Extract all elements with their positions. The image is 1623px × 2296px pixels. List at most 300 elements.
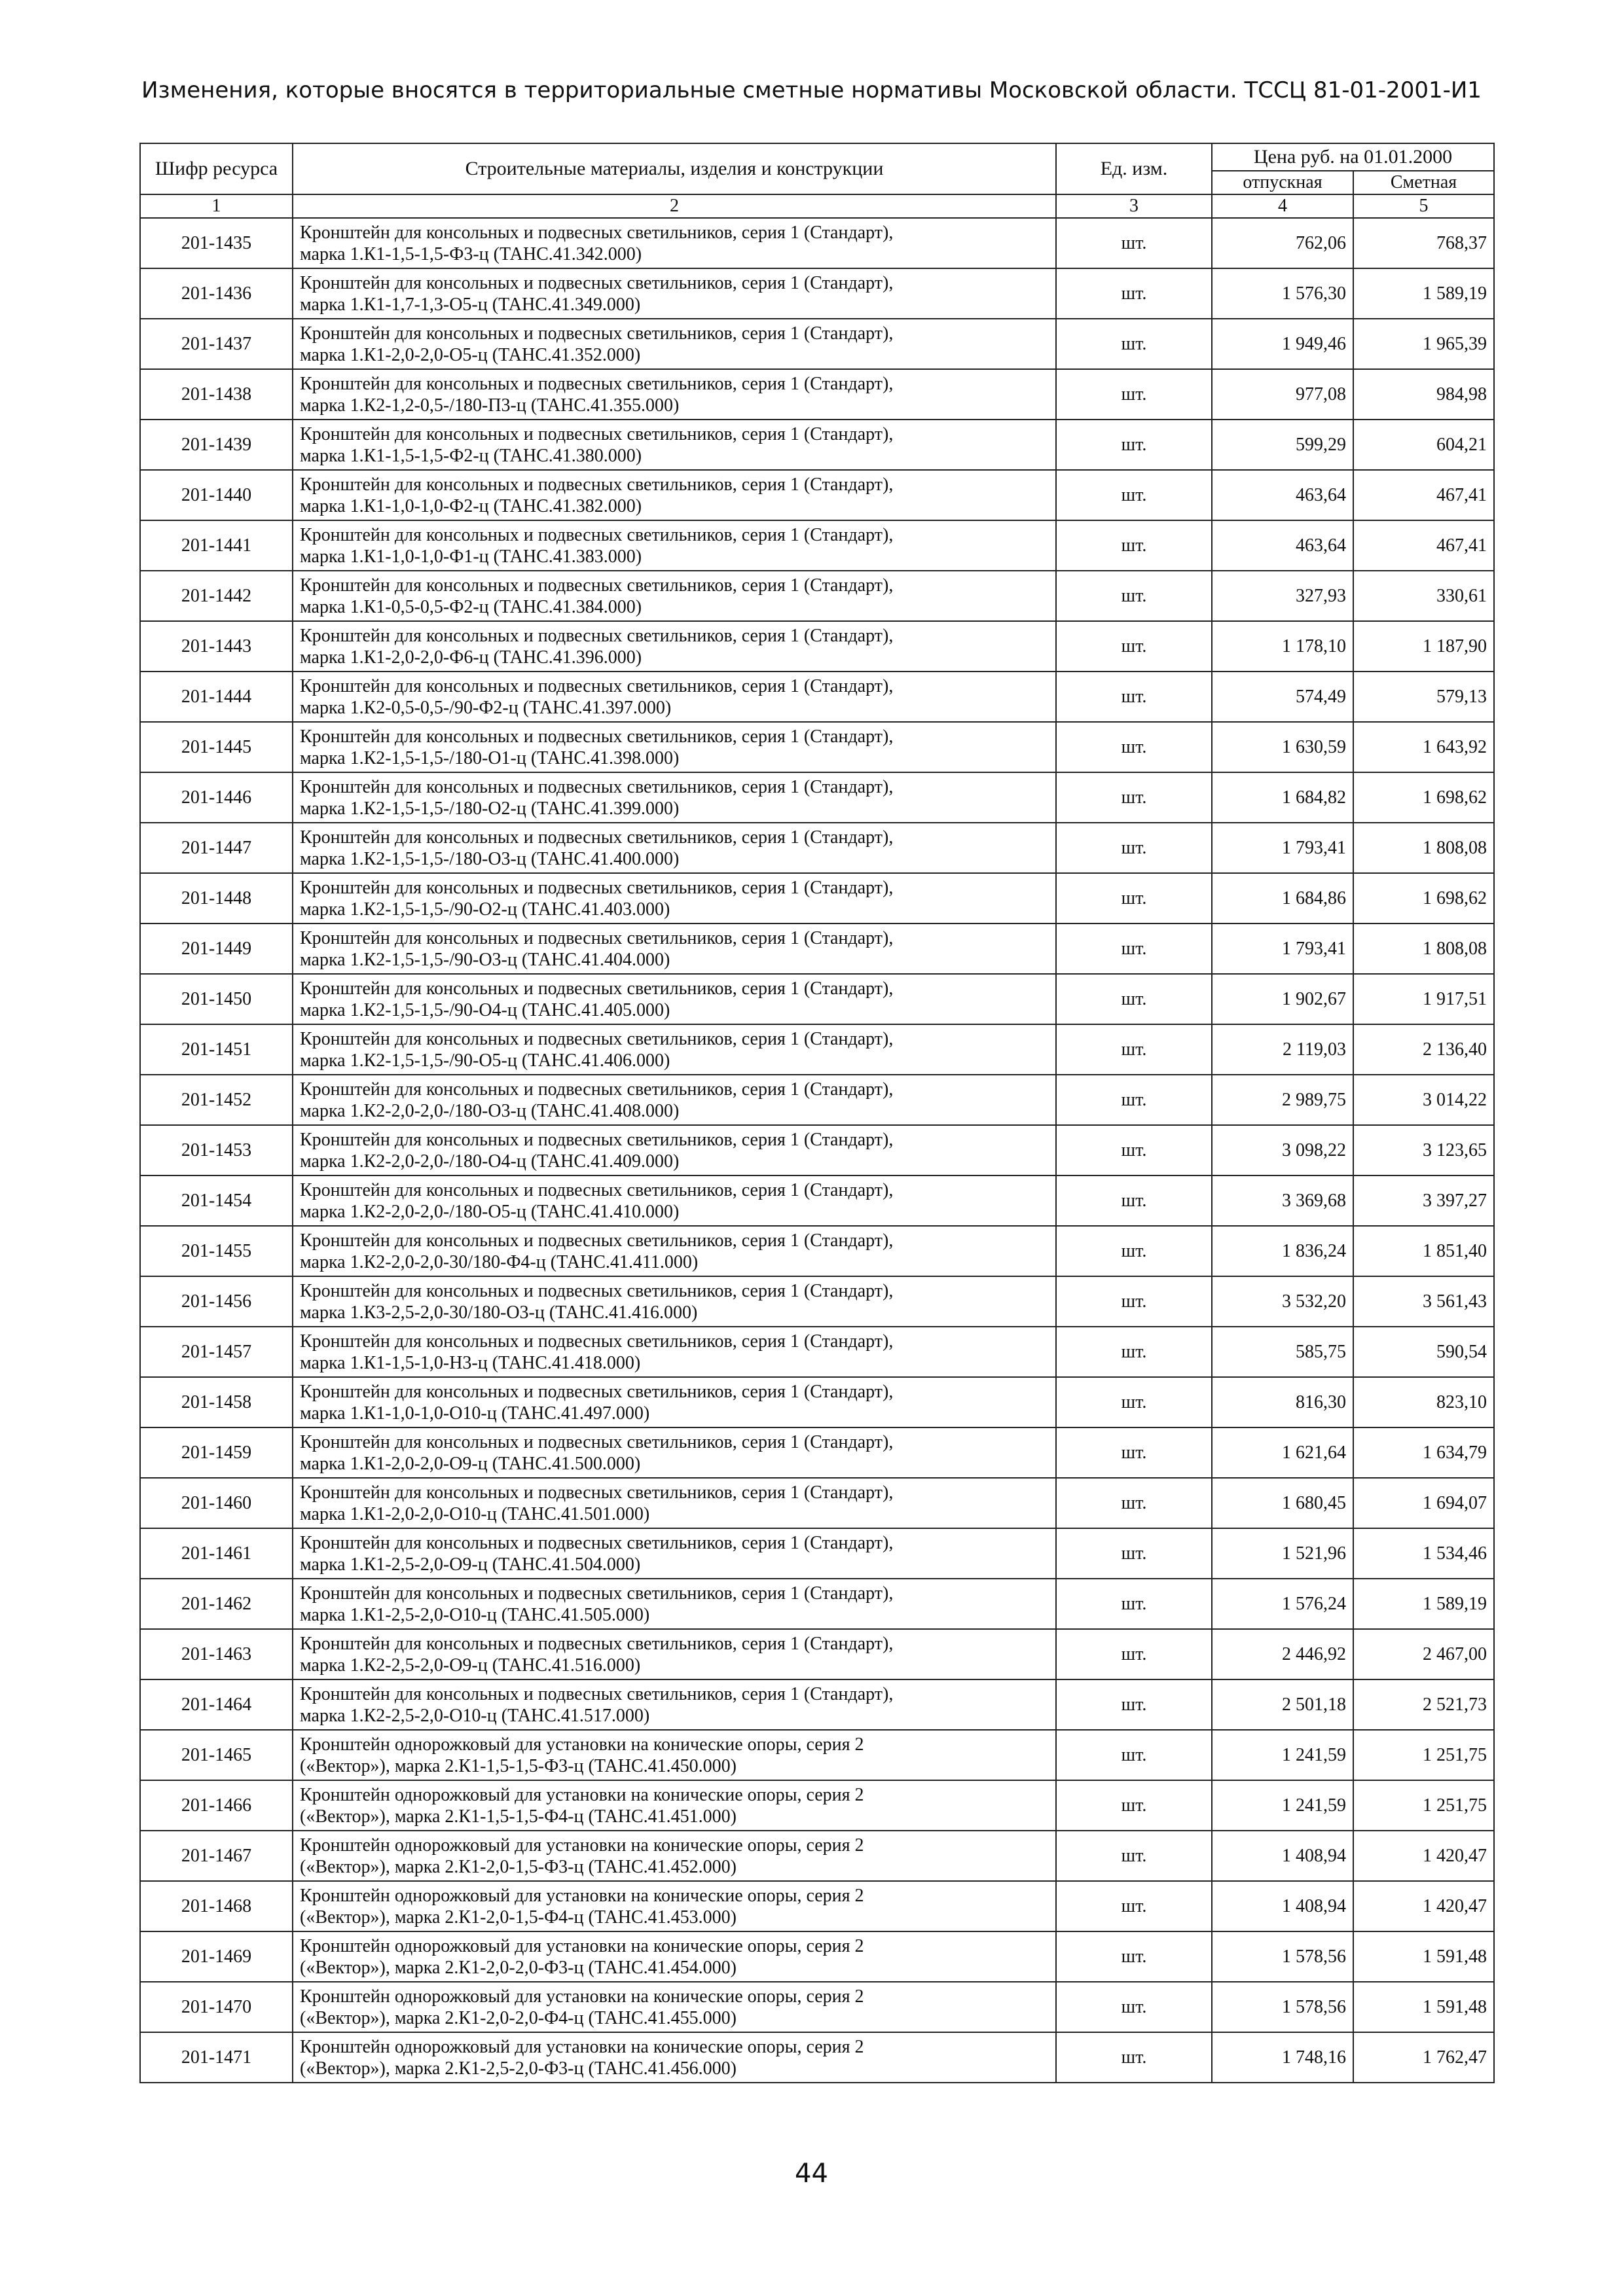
release-price-cell: 1 793,41 bbox=[1212, 924, 1353, 974]
unit-cell: шт. bbox=[1056, 1175, 1212, 1226]
material-description-cell bbox=[293, 1075, 1056, 1125]
resource-code-cell: 201-1458 bbox=[140, 1377, 293, 1427]
release-price-cell: 1 902,67 bbox=[1212, 974, 1353, 1024]
description-line: Кронштейн для консольных и подвесных светильников, серия 1 (Стандарт), bbox=[300, 1532, 894, 1553]
estimate-price-cell: 1 698,62 bbox=[1353, 873, 1494, 924]
description-line: Кронштейн однорожковый для установки на конические опоры, серия 2 bbox=[300, 1885, 864, 1906]
estimate-price-cell: 984,98 bbox=[1353, 369, 1494, 420]
description-line: марка 1.К1-2,5-2,0-О9-ц (ТАНС.41.504.000) bbox=[300, 1554, 641, 1575]
unit-cell: шт. bbox=[1056, 1679, 1212, 1730]
resource-code-cell: 201-1447 bbox=[140, 823, 293, 873]
estimate-price-cell: 1 420,47 bbox=[1353, 1831, 1494, 1881]
release-price-cell: 2 989,75 bbox=[1212, 1075, 1353, 1125]
description-line: марка 1.К2-1,2-0,5-/180-П3-ц (ТАНС.41.355.000) bbox=[300, 395, 680, 416]
estimate-price-cell: 1 589,19 bbox=[1353, 268, 1494, 319]
description-line: Кронштейн однорожковый для установки на конические опоры, серия 2 bbox=[300, 1835, 864, 1856]
description-line: Кронштейн однорожковый для установки на конические опоры, серия 2 bbox=[300, 1935, 864, 1956]
table-row bbox=[140, 1075, 1494, 1125]
description-line: Кронштейн для консольных и подвесных светильников, серия 1 (Стандарт), bbox=[300, 524, 894, 545]
release-price-cell: 1 576,30 bbox=[1212, 268, 1353, 319]
material-description-cell bbox=[293, 218, 1056, 268]
release-price-cell: 1 684,86 bbox=[1212, 873, 1353, 924]
table-row bbox=[140, 1881, 1494, 1931]
unit-cell: шт. bbox=[1056, 722, 1212, 772]
unit-cell: шт. bbox=[1056, 1276, 1212, 1327]
description-line: марка 1.К2-1,5-1,5-/90-О4-ц (ТАНС.41.405.000) bbox=[300, 999, 670, 1020]
description-line: Кронштейн для консольных и подвесных светильников, серия 1 (Стандарт), bbox=[300, 877, 894, 898]
unit-cell: шт. bbox=[1056, 319, 1212, 369]
table-row bbox=[140, 722, 1494, 772]
estimate-price-cell: 1 808,08 bbox=[1353, 924, 1494, 974]
release-price-cell: 3 098,22 bbox=[1212, 1125, 1353, 1175]
description-line: марка 1.К2-1,5-1,5-/180-О3-ц (ТАНС.41.400.000) bbox=[300, 848, 680, 869]
release-price-cell: 1 408,94 bbox=[1212, 1881, 1353, 1931]
unit-cell: шт. bbox=[1056, 571, 1212, 621]
description-line: Кронштейн для консольных и подвесных светильников, серия 1 (Стандарт), bbox=[300, 272, 894, 293]
description-line: Кронштейн для консольных и подвесных светильников, серия 1 (Стандарт), bbox=[300, 927, 894, 948]
table-row bbox=[140, 1579, 1494, 1629]
description-line: Кронштейн для консольных и подвесных светильников, серия 1 (Стандарт), bbox=[300, 1129, 894, 1150]
table-row bbox=[140, 873, 1494, 924]
resource-code-cell: 201-1470 bbox=[140, 1982, 293, 2032]
unit-cell: шт. bbox=[1056, 1780, 1212, 1831]
description-line: Кронштейн для консольных и подвесных светильников, серия 1 (Стандарт), bbox=[300, 1482, 894, 1503]
estimate-price-cell: 3 014,22 bbox=[1353, 1075, 1494, 1125]
description-line: Кронштейн для консольных и подвесных светильников, серия 1 (Стандарт), bbox=[300, 1583, 894, 1604]
release-price-cell: 1 241,59 bbox=[1212, 1780, 1353, 1831]
release-price-cell: 1 578,56 bbox=[1212, 1982, 1353, 2032]
resource-code-cell: 201-1450 bbox=[140, 974, 293, 1024]
description-line: марка 1.К2-0,5-0,5-/90-Ф2-ц (ТАНС.41.397.000) bbox=[300, 697, 672, 718]
estimate-price-cell: 579,13 bbox=[1353, 672, 1494, 722]
table-row bbox=[140, 1175, 1494, 1226]
unit-cell: шт. bbox=[1056, 1528, 1212, 1579]
resource-code-cell: 201-1445 bbox=[140, 722, 293, 772]
release-price-cell: 816,30 bbox=[1212, 1377, 1353, 1427]
estimate-price-cell: 1 965,39 bbox=[1353, 319, 1494, 369]
estimate-price-cell: 1 698,62 bbox=[1353, 772, 1494, 823]
material-description-cell bbox=[293, 268, 1056, 319]
description-line: марка 1.К2-1,5-1,5-/90-О5-ц (ТАНС.41.406.000) bbox=[300, 1050, 670, 1071]
table-row bbox=[140, 621, 1494, 672]
unit-cell: шт. bbox=[1056, 672, 1212, 722]
release-price-cell: 1 178,10 bbox=[1212, 621, 1353, 672]
release-price-cell: 599,29 bbox=[1212, 420, 1353, 470]
table-row bbox=[140, 672, 1494, 722]
estimate-price-cell: 467,41 bbox=[1353, 520, 1494, 571]
material-description-cell bbox=[293, 1226, 1056, 1276]
resource-code-cell: 201-1435 bbox=[140, 218, 293, 268]
table-row bbox=[140, 1377, 1494, 1427]
material-description-cell bbox=[293, 672, 1056, 722]
resource-code-cell: 201-1440 bbox=[140, 470, 293, 520]
material-description-cell bbox=[293, 1730, 1056, 1780]
material-description-cell bbox=[293, 1982, 1056, 2032]
description-line: марка 1.К2-2,0-2,0-/180-О5-ц (ТАНС.41.410.000) bbox=[300, 1201, 680, 1222]
unit-cell: шт. bbox=[1056, 2032, 1212, 2083]
unit-cell: шт. bbox=[1056, 1427, 1212, 1478]
estimate-price-cell: 467,41 bbox=[1353, 470, 1494, 520]
unit-cell: шт. bbox=[1056, 974, 1212, 1024]
description-line: Кронштейн для консольных и подвесных светильников, серия 1 (Стандарт), bbox=[300, 423, 894, 444]
table-row bbox=[140, 1629, 1494, 1679]
page-number: 44 bbox=[795, 2159, 828, 2189]
price-table-body bbox=[140, 218, 1494, 2083]
unit-cell: шт. bbox=[1056, 1226, 1212, 1276]
table-row bbox=[140, 1125, 1494, 1175]
material-description-cell bbox=[293, 2032, 1056, 2083]
resource-code-cell: 201-1463 bbox=[140, 1629, 293, 1679]
release-price-cell: 2 119,03 bbox=[1212, 1024, 1353, 1075]
price-table bbox=[139, 143, 1495, 2083]
estimate-price-cell: 1 634,79 bbox=[1353, 1427, 1494, 1478]
material-description-cell bbox=[293, 1125, 1056, 1175]
estimate-price-cell: 604,21 bbox=[1353, 420, 1494, 470]
material-description-cell bbox=[293, 1579, 1056, 1629]
table-row bbox=[140, 1427, 1494, 1478]
resource-code-cell: 201-1449 bbox=[140, 924, 293, 974]
resource-code-cell: 201-1439 bbox=[140, 420, 293, 470]
page-header-title: Изменения, которые вносятся в территориальные сметные нормативы Московской области. ТССЦ 81-01-2001-И1 bbox=[141, 77, 1482, 103]
description-line: («Вектор»), марка 2.К1-2,0-2,0-Ф3-ц (ТАНС.41.454.000) bbox=[300, 1957, 737, 1978]
resource-code-cell: 201-1464 bbox=[140, 1679, 293, 1730]
release-price-cell: 2 446,92 bbox=[1212, 1629, 1353, 1679]
description-line: Кронштейн для консольных и подвесных светильников, серия 1 (Стандарт), bbox=[300, 1431, 894, 1452]
estimate-price-cell: 330,61 bbox=[1353, 571, 1494, 621]
description-line: марка 1.К2-1,5-1,5-/180-О2-ц (ТАНС.41.399.000) bbox=[300, 798, 680, 819]
description-line: Кронштейн для консольных и подвесных светильников, серия 1 (Стандарт), bbox=[300, 1331, 894, 1352]
description-line: Кронштейн для консольных и подвесных светильников, серия 1 (Стандарт), bbox=[300, 827, 894, 848]
estimate-price-cell: 1 251,75 bbox=[1353, 1730, 1494, 1780]
description-line: Кронштейн для консольных и подвесных светильников, серия 1 (Стандарт), bbox=[300, 373, 894, 394]
unit-cell: шт. bbox=[1056, 520, 1212, 571]
estimate-price-cell: 3 397,27 bbox=[1353, 1175, 1494, 1226]
description-line: («Вектор»), марка 2.К1-1,5-1,5-Ф3-ц (ТАНС.41.450.000) bbox=[300, 1755, 737, 1776]
resource-code-cell: 201-1471 bbox=[140, 2032, 293, 2083]
column-number: 4 bbox=[1212, 194, 1353, 218]
description-line: марка 1.К2-2,0-2,0-30/180-Ф4-ц (ТАНС.41.411.000) bbox=[300, 1251, 699, 1272]
material-description-cell bbox=[293, 369, 1056, 420]
unit-cell: шт. bbox=[1056, 1831, 1212, 1881]
table-row bbox=[140, 1931, 1494, 1982]
estimate-price-cell: 768,37 bbox=[1353, 218, 1494, 268]
unit-cell: шт. bbox=[1056, 218, 1212, 268]
material-description-cell bbox=[293, 1931, 1056, 1982]
material-description-cell bbox=[293, 1831, 1056, 1881]
resource-code-cell: 201-1456 bbox=[140, 1276, 293, 1327]
description-line: марка 1.К1-0,5-0,5-Ф2-ц (ТАНС.41.384.000) bbox=[300, 596, 642, 617]
table-row bbox=[140, 924, 1494, 974]
material-description-cell bbox=[293, 1175, 1056, 1226]
description-line: Кронштейн для консольных и подвесных светильников, серия 1 (Стандарт), bbox=[300, 978, 894, 999]
description-line: («Вектор»), марка 2.К1-1,5-1,5-Ф4-ц (ТАНС.41.451.000) bbox=[300, 1806, 737, 1827]
table-row bbox=[140, 420, 1494, 470]
release-price-cell: 463,64 bbox=[1212, 470, 1353, 520]
material-description-cell bbox=[293, 621, 1056, 672]
release-price-cell: 2 501,18 bbox=[1212, 1679, 1353, 1730]
estimate-price-cell: 2 136,40 bbox=[1353, 1024, 1494, 1075]
release-price-cell: 1 836,24 bbox=[1212, 1226, 1353, 1276]
column-header-release-price: отпускная bbox=[1212, 171, 1353, 194]
material-description-cell bbox=[293, 1276, 1056, 1327]
material-description-cell bbox=[293, 520, 1056, 571]
description-line: марка 1.К2-1,5-1,5-/90-О3-ц (ТАНС.41.404.000) bbox=[300, 949, 670, 970]
unit-cell: шт. bbox=[1056, 470, 1212, 520]
material-description-cell bbox=[293, 1679, 1056, 1730]
estimate-price-cell: 1 694,07 bbox=[1353, 1478, 1494, 1528]
description-line: («Вектор»), марка 2.К1-2,0-1,5-Ф4-ц (ТАНС.41.453.000) bbox=[300, 1907, 737, 1928]
release-price-cell: 1 621,64 bbox=[1212, 1427, 1353, 1478]
description-line: («Вектор»), марка 2.К1-2,0-2,0-Ф4-ц (ТАНС.41.455.000) bbox=[300, 2007, 737, 2028]
description-line: марка 1.К2-2,5-2,0-О9-ц (ТАНС.41.516.000) bbox=[300, 1655, 641, 1676]
resource-code-cell: 201-1454 bbox=[140, 1175, 293, 1226]
estimate-price-cell: 1 534,46 bbox=[1353, 1528, 1494, 1579]
description-line: марка 1.К1-2,5-2,0-О10-ц (ТАНС.41.505.000) bbox=[300, 1604, 650, 1625]
table-row bbox=[140, 974, 1494, 1024]
resource-code-cell: 201-1457 bbox=[140, 1327, 293, 1377]
table-row bbox=[140, 319, 1494, 369]
resource-code-cell: 201-1459 bbox=[140, 1427, 293, 1478]
resource-code-cell: 201-1469 bbox=[140, 1931, 293, 1982]
material-description-cell bbox=[293, 319, 1056, 369]
estimate-price-cell: 3 561,43 bbox=[1353, 1276, 1494, 1327]
release-price-cell: 1 578,56 bbox=[1212, 1931, 1353, 1982]
material-description-cell bbox=[293, 470, 1056, 520]
table-row bbox=[140, 1528, 1494, 1579]
description-line: Кронштейн однорожковый для установки на конические опоры, серия 2 bbox=[300, 1986, 864, 2007]
resource-code-cell: 201-1466 bbox=[140, 1780, 293, 1831]
resource-code-cell: 201-1444 bbox=[140, 672, 293, 722]
estimate-price-cell: 1 851,40 bbox=[1353, 1226, 1494, 1276]
release-price-cell: 1 793,41 bbox=[1212, 823, 1353, 873]
description-line: Кронштейн для консольных и подвесных светильников, серия 1 (Стандарт), bbox=[300, 1028, 894, 1049]
unit-cell: шт. bbox=[1056, 1075, 1212, 1125]
table-row bbox=[140, 369, 1494, 420]
resource-code-cell: 201-1442 bbox=[140, 571, 293, 621]
unit-cell: шт. bbox=[1056, 1730, 1212, 1780]
table-row bbox=[140, 1478, 1494, 1528]
estimate-price-cell: 2 467,00 bbox=[1353, 1629, 1494, 1679]
unit-cell: шт. bbox=[1056, 873, 1212, 924]
description-line: Кронштейн однорожковый для установки на конические опоры, серия 2 bbox=[300, 1784, 864, 1805]
release-price-cell: 1 241,59 bbox=[1212, 1730, 1353, 1780]
table-row bbox=[140, 1679, 1494, 1730]
release-price-cell: 1 680,45 bbox=[1212, 1478, 1353, 1528]
description-line: Кронштейн для консольных и подвесных светильников, серия 1 (Стандарт), bbox=[300, 1079, 894, 1100]
material-description-cell bbox=[293, 772, 1056, 823]
description-line: Кронштейн для консольных и подвесных светильников, серия 1 (Стандарт), bbox=[300, 323, 894, 344]
estimate-price-cell: 1 420,47 bbox=[1353, 1881, 1494, 1931]
description-line: марка 1.К2-2,0-2,0-/180-О3-ц (ТАНС.41.408.000) bbox=[300, 1100, 680, 1121]
resource-code-cell: 201-1436 bbox=[140, 268, 293, 319]
description-line: Кронштейн для консольных и подвесных светильников, серия 1 (Стандарт), bbox=[300, 776, 894, 797]
description-line: марка 1.К2-1,5-1,5-/90-О2-ц (ТАНС.41.403.000) bbox=[300, 899, 670, 920]
release-price-cell: 1 949,46 bbox=[1212, 319, 1353, 369]
resource-code-cell: 201-1448 bbox=[140, 873, 293, 924]
column-number: 3 bbox=[1056, 194, 1212, 218]
release-price-cell: 3 369,68 bbox=[1212, 1175, 1353, 1226]
resource-code-cell: 201-1443 bbox=[140, 621, 293, 672]
material-description-cell bbox=[293, 1780, 1056, 1831]
release-price-cell: 574,49 bbox=[1212, 672, 1353, 722]
table-row bbox=[140, 218, 1494, 268]
material-description-cell bbox=[293, 1528, 1056, 1579]
column-number: 5 bbox=[1353, 194, 1494, 218]
table-row bbox=[140, 2032, 1494, 2083]
resource-code-cell: 201-1467 bbox=[140, 1831, 293, 1881]
unit-cell: шт. bbox=[1056, 1327, 1212, 1377]
description-line: марка 1.К1-1,0-1,0-Ф1-ц (ТАНС.41.383.000) bbox=[300, 546, 642, 567]
description-line: марка 1.К3-2,5-2,0-30/180-О3-ц (ТАНС.41.416.000) bbox=[300, 1302, 698, 1323]
unit-cell: шт. bbox=[1056, 369, 1212, 420]
unit-cell: шт. bbox=[1056, 823, 1212, 873]
unit-cell: шт. bbox=[1056, 1125, 1212, 1175]
material-description-cell bbox=[293, 1629, 1056, 1679]
unit-cell: шт. bbox=[1056, 1982, 1212, 2032]
resource-code-cell: 201-1468 bbox=[140, 1881, 293, 1931]
table-row bbox=[140, 268, 1494, 319]
material-description-cell bbox=[293, 1478, 1056, 1528]
table-row bbox=[140, 772, 1494, 823]
release-price-cell: 1 684,82 bbox=[1212, 772, 1353, 823]
material-description-cell bbox=[293, 1327, 1056, 1377]
description-line: марка 1.К1-1,5-1,5-Ф2-ц (ТАНС.41.380.000) bbox=[300, 445, 642, 466]
resource-code-cell: 201-1462 bbox=[140, 1579, 293, 1629]
release-price-cell: 762,06 bbox=[1212, 218, 1353, 268]
resource-code-cell: 201-1460 bbox=[140, 1478, 293, 1528]
unit-cell: шт. bbox=[1056, 1024, 1212, 1075]
release-price-cell: 977,08 bbox=[1212, 369, 1353, 420]
material-description-cell bbox=[293, 1881, 1056, 1931]
description-line: Кронштейн для консольных и подвесных светильников, серия 1 (Стандарт), bbox=[300, 1633, 894, 1654]
description-line: марка 1.К2-1,5-1,5-/180-О1-ц (ТАНС.41.398.000) bbox=[300, 747, 680, 768]
release-price-cell: 1 408,94 bbox=[1212, 1831, 1353, 1881]
release-price-cell: 1 576,24 bbox=[1212, 1579, 1353, 1629]
description-line: марка 1.К2-2,5-2,0-О10-ц (ТАНС.41.517.000) bbox=[300, 1705, 650, 1726]
material-description-cell bbox=[293, 722, 1056, 772]
description-line: марка 1.К1-2,0-2,0-О5-ц (ТАНС.41.352.000) bbox=[300, 344, 641, 365]
description-line: Кронштейн однорожковый для установки на конические опоры, серия 2 bbox=[300, 1734, 864, 1755]
release-price-cell: 3 532,20 bbox=[1212, 1276, 1353, 1327]
unit-cell: шт. bbox=[1056, 1881, 1212, 1931]
unit-cell: шт. bbox=[1056, 268, 1212, 319]
unit-cell: шт. bbox=[1056, 924, 1212, 974]
table-row bbox=[140, 571, 1494, 621]
description-line: Кронштейн для консольных и подвесных светильников, серия 1 (Стандарт), bbox=[300, 675, 894, 696]
material-description-cell bbox=[293, 1377, 1056, 1427]
table-row bbox=[140, 1226, 1494, 1276]
estimate-price-cell: 1 762,47 bbox=[1353, 2032, 1494, 2083]
material-description-cell bbox=[293, 571, 1056, 621]
description-line: Кронштейн для консольных и подвесных светильников, серия 1 (Стандарт), bbox=[300, 1179, 894, 1200]
resource-code-cell: 201-1446 bbox=[140, 772, 293, 823]
resource-code-cell: 201-1455 bbox=[140, 1226, 293, 1276]
description-line: Кронштейн для консольных и подвесных светильников, серия 1 (Стандарт), bbox=[300, 222, 894, 243]
resource-code-cell: 201-1438 bbox=[140, 369, 293, 420]
unit-cell: шт. bbox=[1056, 420, 1212, 470]
description-line: марка 1.К1-2,0-2,0-Ф6-ц (ТАНС.41.396.000) bbox=[300, 647, 642, 668]
estimate-price-cell: 823,10 bbox=[1353, 1377, 1494, 1427]
estimate-price-cell: 1 589,19 bbox=[1353, 1579, 1494, 1629]
unit-cell: шт. bbox=[1056, 1478, 1212, 1528]
material-description-cell bbox=[293, 1024, 1056, 1075]
table-row bbox=[140, 520, 1494, 571]
unit-cell: шт. bbox=[1056, 621, 1212, 672]
column-header-price-group: Цена руб. на 01.01.2000 bbox=[1212, 143, 1494, 171]
release-price-cell: 1 748,16 bbox=[1212, 2032, 1353, 2083]
estimate-price-cell: 1 251,75 bbox=[1353, 1780, 1494, 1831]
estimate-price-cell: 1 643,92 bbox=[1353, 722, 1494, 772]
description-line: марка 1.К1-1,7-1,3-О5-ц (ТАНС.41.349.000) bbox=[300, 294, 641, 315]
description-line: Кронштейн для консольных и подвесных светильников, серия 1 (Стандарт), bbox=[300, 726, 894, 747]
release-price-cell: 1 630,59 bbox=[1212, 722, 1353, 772]
material-description-cell bbox=[293, 924, 1056, 974]
description-line: («Вектор»), марка 2.К1-2,5-2,0-Ф3-ц (ТАНС.41.456.000) bbox=[300, 2058, 737, 2079]
table-row bbox=[140, 470, 1494, 520]
description-line: Кронштейн для консольных и подвесных светильников, серия 1 (Стандарт), bbox=[300, 1381, 894, 1402]
description-line: марка 1.К1-1,5-1,5-Ф3-ц (ТАНС.41.342.000) bbox=[300, 243, 642, 264]
table-row bbox=[140, 1276, 1494, 1327]
estimate-price-cell: 1 591,48 bbox=[1353, 1982, 1494, 2032]
description-line: Кронштейн для консольных и подвесных светильников, серия 1 (Стандарт), bbox=[300, 474, 894, 495]
description-line: марка 1.К2-2,0-2,0-/180-О4-ц (ТАНС.41.409.000) bbox=[300, 1151, 680, 1172]
material-description-cell bbox=[293, 1427, 1056, 1478]
column-header-code: Шифр ресурса bbox=[140, 143, 293, 194]
description-line: Кронштейн для консольных и подвесных светильников, серия 1 (Стандарт), bbox=[300, 1683, 894, 1704]
price-table-header bbox=[140, 143, 1494, 218]
description-line: Кронштейн для консольных и подвесных светильников, серия 1 (Стандарт), bbox=[300, 1230, 894, 1251]
resource-code-cell: 201-1437 bbox=[140, 319, 293, 369]
description-line: Кронштейн для консольных и подвесных светильников, серия 1 (Стандарт), bbox=[300, 1280, 894, 1301]
column-header-name: Строительные материалы, изделия и конструкции bbox=[293, 143, 1056, 194]
table-row bbox=[140, 1831, 1494, 1881]
unit-cell: шт. bbox=[1056, 1931, 1212, 1982]
table-row bbox=[140, 1327, 1494, 1377]
description-line: Кронштейн для консольных и подвесных светильников, серия 1 (Стандарт), bbox=[300, 625, 894, 646]
column-number: 2 bbox=[293, 194, 1056, 218]
estimate-price-cell: 1 808,08 bbox=[1353, 823, 1494, 873]
release-price-cell: 463,64 bbox=[1212, 520, 1353, 571]
table-row bbox=[140, 1982, 1494, 2032]
resource-code-cell: 201-1465 bbox=[140, 1730, 293, 1780]
resource-code-cell: 201-1441 bbox=[140, 520, 293, 571]
unit-cell: шт. bbox=[1056, 1377, 1212, 1427]
estimate-price-cell: 1 917,51 bbox=[1353, 974, 1494, 1024]
column-header-estimate-price: Сметная bbox=[1353, 171, 1494, 194]
table-row bbox=[140, 823, 1494, 873]
table-row bbox=[140, 1730, 1494, 1780]
release-price-cell: 327,93 bbox=[1212, 571, 1353, 621]
material-description-cell bbox=[293, 873, 1056, 924]
column-number: 1 bbox=[140, 194, 293, 218]
description-line: марка 1.К1-1,0-1,0-О10-ц (ТАНС.41.497.000) bbox=[300, 1403, 650, 1424]
resource-code-cell: 201-1461 bbox=[140, 1528, 293, 1579]
resource-code-cell: 201-1452 bbox=[140, 1075, 293, 1125]
estimate-price-cell: 2 521,73 bbox=[1353, 1679, 1494, 1730]
resource-code-cell: 201-1451 bbox=[140, 1024, 293, 1075]
unit-cell: шт. bbox=[1056, 772, 1212, 823]
resource-code-cell: 201-1453 bbox=[140, 1125, 293, 1175]
description-line: («Вектор»), марка 2.К1-2,0-1,5-Ф3-ц (ТАНС.41.452.000) bbox=[300, 1856, 737, 1877]
release-price-cell: 585,75 bbox=[1212, 1327, 1353, 1377]
description-line: Кронштейн для консольных и подвесных светильников, серия 1 (Стандарт), bbox=[300, 575, 894, 596]
description-line: марка 1.К1-1,0-1,0-Ф2-ц (ТАНС.41.382.000) bbox=[300, 495, 642, 516]
estimate-price-cell: 3 123,65 bbox=[1353, 1125, 1494, 1175]
material-description-cell bbox=[293, 420, 1056, 470]
material-description-cell bbox=[293, 823, 1056, 873]
material-description-cell bbox=[293, 974, 1056, 1024]
column-header-unit: Ед. изм. bbox=[1056, 143, 1212, 194]
